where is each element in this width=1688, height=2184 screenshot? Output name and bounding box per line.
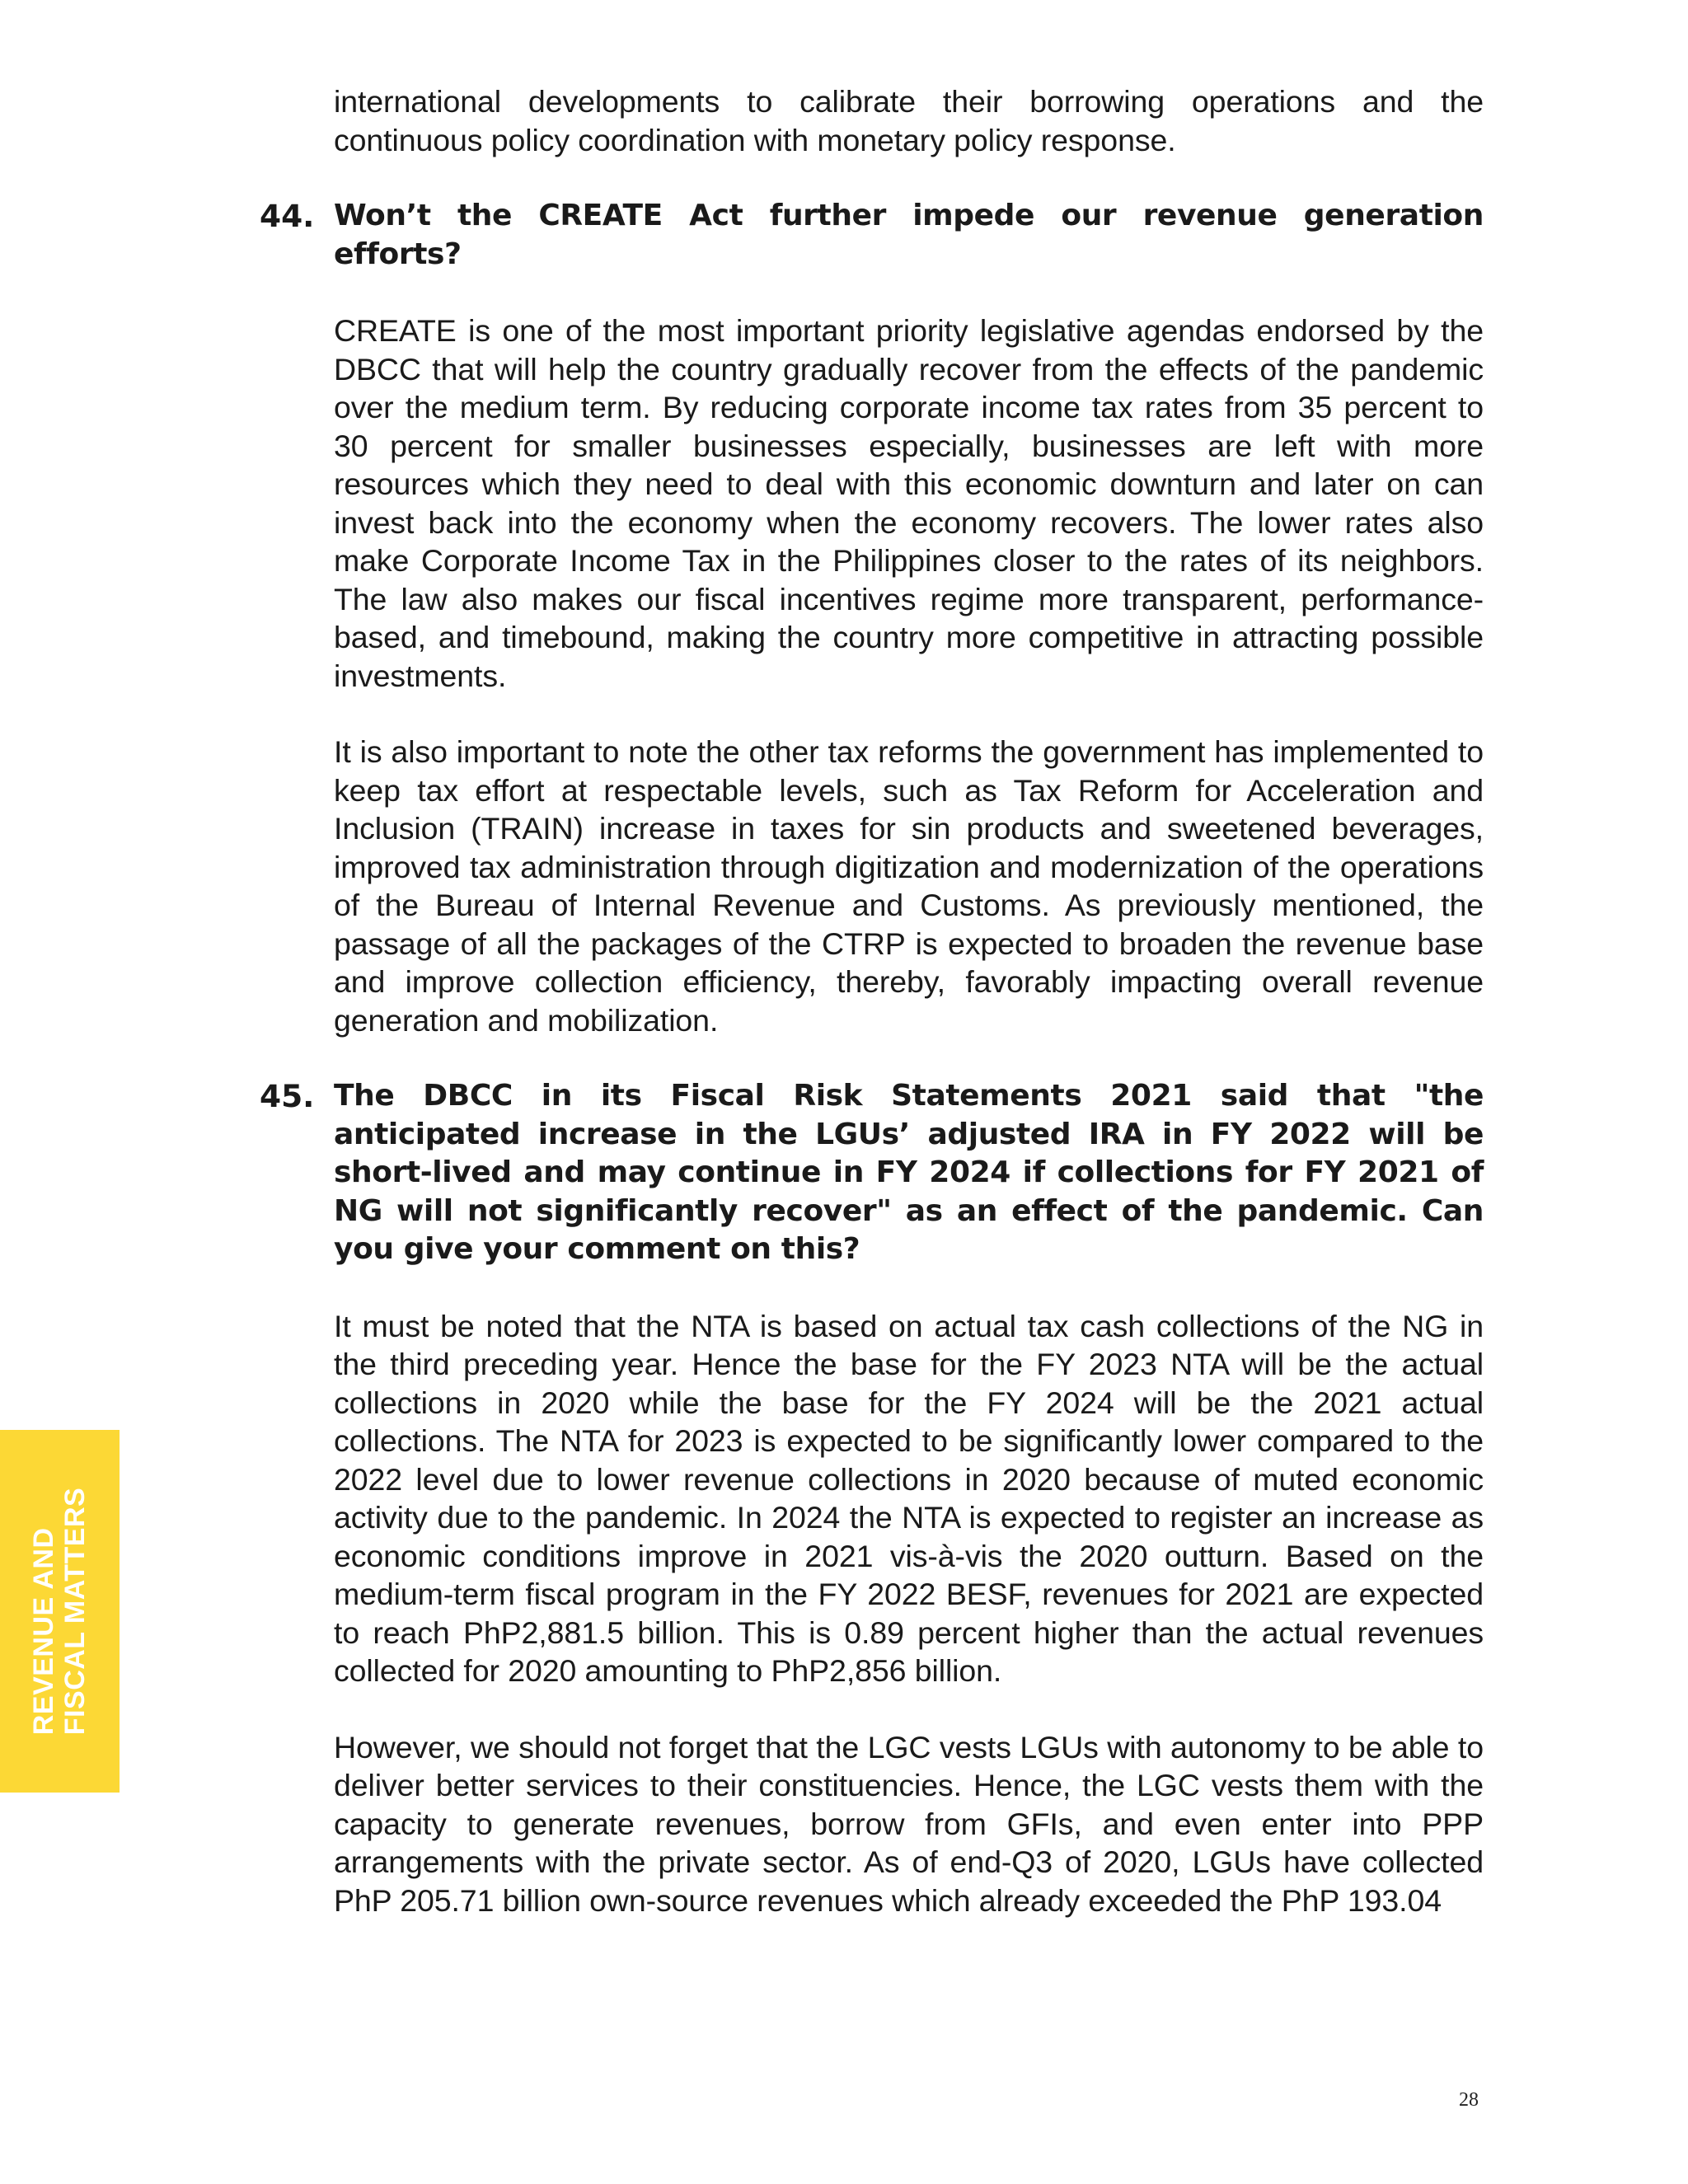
- answer-paragraph: However, we should not forget that the LGC vests LGUs with autonomy to be able to deliver better services to their constituencies. Hence, the LGC vests them with the capacity to generate revenues, borrow from GFIs, and even enter into PPP arrangements with the private sector. As of end-Q3 of 2020, LGUs have collected PhP 205.71 billion own-source revenues which already exceeded the PhP 193.04: [334, 1729, 1484, 1918]
- question-text: The DBCC in its Fiscal Risk Statements 2021 said that "the anticipated increase in the LGUs’ adjusted IRA in FY 2022 will be short-lived and may continue in FY 2024 if collections for FY 2021 of NG will not significantly recover" as an effect of the pandemic. Can you give your comment on this?: [334, 1079, 1484, 1266]
- question-number: 44.: [260, 198, 315, 234]
- side-tab-line-1: REVENUE AND: [28, 1527, 59, 1736]
- question-number: 45.: [260, 1078, 315, 1114]
- answer-paragraph: CREATE is one of the most important priority legislative agendas endorsed by the DBCC that will help the country gradually recover from the effects of the pandemic over the medium term. By reducing corporate income tax rates from 35 percent to 30 percent for smaller businesses especially, businesses are left with more resources which they need to deal with this economic downturn and later on can invest back into the economy when the economy recovers. The lower rates also make Corporate Income Tax in the Philippines closer to the rates of its neighbors. The law also makes our fiscal incentives regime more transparent, performance-based, and timebound, making the country more competitive in attracting possible investments.: [334, 313, 1484, 693]
- side-tab-line-2: FISCAL MATTERS: [59, 1487, 91, 1736]
- page-content: [260, 82, 1484, 1957]
- intro-paragraph: international developments to calibrate their borrowing operations and the continuous policy coordination with monetary policy response.: [334, 84, 1484, 157]
- section-side-tab: [0, 1430, 120, 1793]
- question-45: [260, 1077, 1484, 1269]
- question-44: [260, 197, 1484, 274]
- answer-paragraph: It must be noted that the NTA is based on actual tax cash collections of the NG in the third preceding year. Hence the base for the FY 2023 NTA will be the actual collections in 2020 while the base for the FY 2024 will be the 2021 actual collections. The NTA for 2023 is expected to be significantly lower compared to the 2022 level due to lower revenue collections in 2020 because of muted economic activity due to the pandemic. In 2024 the NTA is expected to register an increase as economic conditions improve in 2021 vis-à-vis the 2020 outturn. Based on the medium-term fiscal program in the FY 2022 BESF, revenues for 2021 are expected to reach PhP2,881.5 billion. This is 0.89 percent higher than the actual revenues collected for 2020 amounting to PhP2,856 billion.: [334, 1308, 1484, 1688]
- question-text: Won’t the CREATE Act further impede our revenue generation efforts?: [334, 199, 1484, 271]
- page-number: 28: [1459, 2089, 1479, 2111]
- section-side-tab-label: [28, 1488, 91, 1735]
- answer-paragraph: It is also important to note the other tax reforms the government has implemented to keep tax effort at respectable levels, such as Tax Reform for Acceleration and Inclusion (TRAIN) increase in taxes for sin products and sweetened beverages, improved tax administration through digitization and modernization of the operations of the Bureau of Internal Revenue and Customs. As previously mentioned, the passage of all the packages of the CTRP is expected to broaden the revenue base and improve collection efficiency, thereby, favorably impacting overall revenue generation and mobilization.: [334, 734, 1484, 1038]
